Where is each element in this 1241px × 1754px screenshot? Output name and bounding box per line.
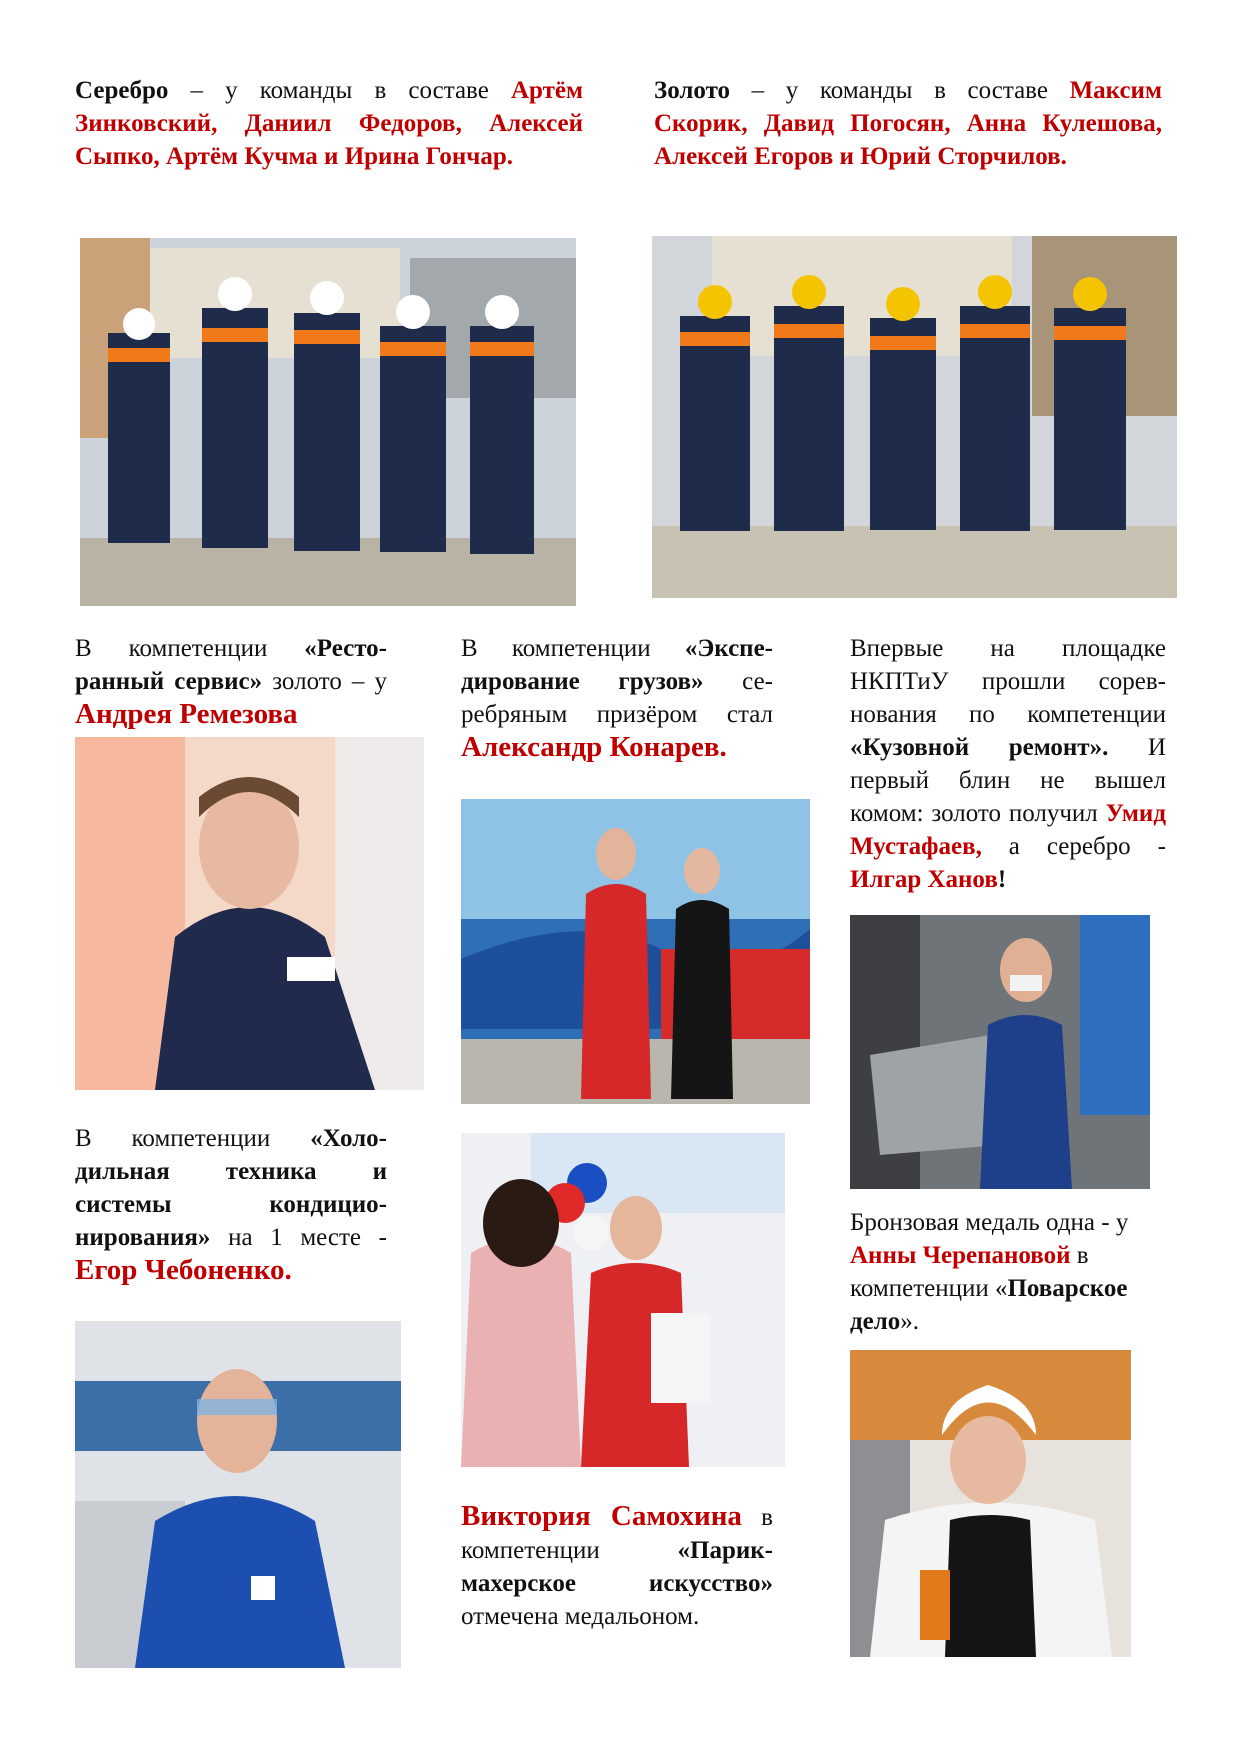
cooking-caption (850, 1206, 1166, 1338)
caption-text: Впервые на площадке НКПТиУ прошли соревнования по компетенции (850, 635, 1166, 728)
caption-text: И первый блин не вышел комом: золото получил (850, 734, 1166, 827)
remezov-photo (75, 737, 424, 1090)
silver-team-caption (75, 74, 583, 173)
gold-team-caption (654, 74, 1162, 173)
competence-name: Поварское дело (850, 1275, 1128, 1335)
winner-name: Егор Чебоненко. (75, 1254, 292, 1286)
competence-name: «Кузовной ремонт». (850, 734, 1109, 761)
caption-text: на 1 месте - (210, 1224, 387, 1251)
caption-text: Бронзовая медаль одна - у (850, 1209, 1129, 1236)
caption-text: В компетенции (75, 1125, 311, 1152)
medal-label: Золото (654, 77, 731, 104)
mustafaev-photo (850, 915, 1150, 1189)
competence-name: «Экспедирование грузов» (461, 635, 773, 695)
competence-name: «Ресторанный сервис» (75, 635, 387, 695)
exclamation: ! (997, 866, 1007, 893)
caption-text: серебряным призёром стал (461, 668, 773, 728)
competence-name: «Парикмахерское искусство» (461, 1537, 773, 1597)
cherepanova-photo (850, 1350, 1131, 1657)
caption-text: отмечена медальоном. (461, 1603, 700, 1630)
winner-name: Андрея Ремезова (75, 698, 298, 730)
team-names: Максим Скорик, Давид Погосян, Анна Кулешова, Алексей Егоров и Юрий Сторчилов. (654, 77, 1162, 170)
winner-name: Александр Конарев. (461, 731, 727, 763)
freight-forwarding-caption (461, 632, 773, 765)
caption-text: – у команды в составе (168, 77, 511, 104)
caption-text: ». (900, 1308, 920, 1335)
caption-text: а серебро - (981, 833, 1166, 860)
caption-text: – у команды в составе (730, 77, 1070, 104)
competence-name: «Холодильная техника и системы кондиционирования» (75, 1125, 387, 1251)
konarev-photo (461, 799, 810, 1104)
gold-team-photo (652, 236, 1177, 598)
winner-name: Анны Черепановой (850, 1242, 1071, 1269)
winner-name: Умид Мустафаев, (850, 800, 1166, 860)
team-names: Артём Зинковский, Даниил Федоров, Алексей Сыпко, Артём Кучма и Ирина Гончар. (75, 77, 583, 170)
winner-name: Виктория Самохина (461, 1500, 742, 1532)
caption-text: в компетенции « (850, 1242, 1089, 1302)
caption-text: В компетенции (75, 635, 305, 662)
caption-text: в компетенции (461, 1504, 773, 1564)
chebonenko-photo (75, 1321, 401, 1668)
restaurant-service-caption (75, 632, 387, 732)
samokhina-photo (461, 1133, 785, 1467)
hairdressing-caption (461, 1500, 773, 1633)
caption-text: В компетенции (461, 635, 685, 662)
second-name: Илгар Ханов (850, 866, 998, 893)
body-repair-caption (850, 632, 1166, 896)
refrigeration-caption (75, 1122, 387, 1288)
medal-label: Серебро (75, 77, 169, 104)
caption-text: золото – у (262, 668, 387, 695)
silver-team-photo (80, 238, 576, 606)
